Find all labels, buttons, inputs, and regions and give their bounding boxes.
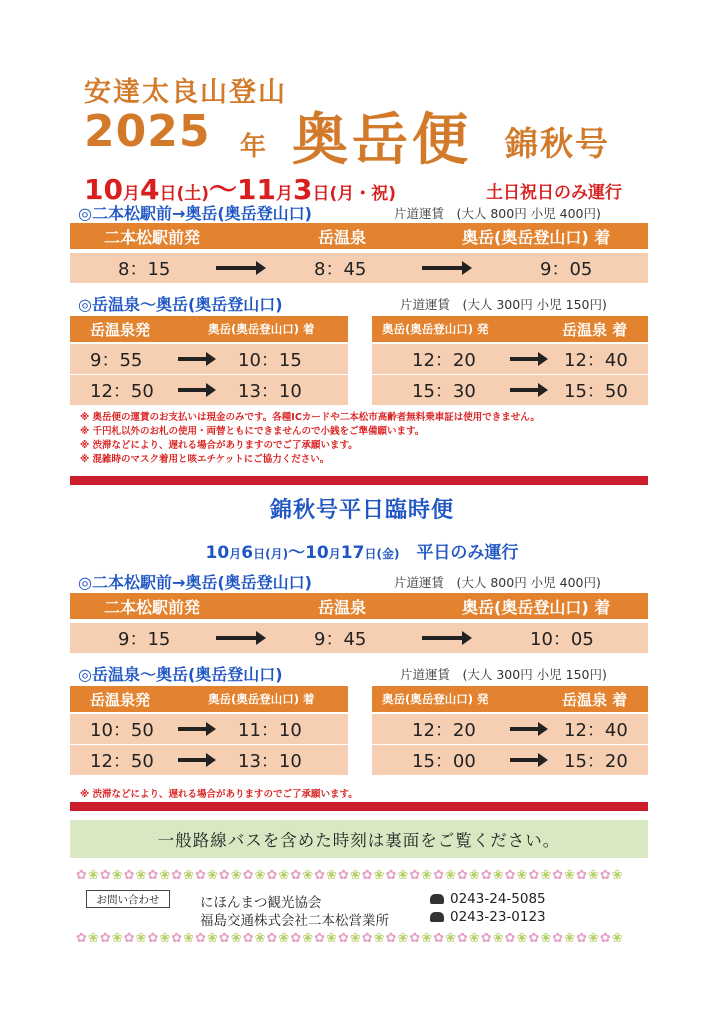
time-cell: 12：20 <box>412 720 476 741</box>
arrow-icon <box>510 714 548 744</box>
phone-icon <box>430 912 444 922</box>
time-cell: 10：05 <box>530 629 594 650</box>
org-2: 福島交通株式会社二本松営業所 <box>200 913 389 929</box>
time-cell: 12：40 <box>564 350 628 371</box>
header-cell: 岳温泉発 <box>90 320 151 339</box>
timetable-header <box>372 316 648 342</box>
notes <box>80 788 358 802</box>
phone-icon <box>430 894 444 904</box>
time-cell: 15：20 <box>564 751 628 772</box>
time-cell: 13：10 <box>238 751 302 772</box>
time-cell: 12：50 <box>90 381 154 402</box>
service-name: 錦秋号 <box>505 124 610 163</box>
note: ※ 混雑時のマスク着用と咳エチケットにご協力ください。 <box>80 454 330 465</box>
timetable-row <box>70 714 348 744</box>
note: ※ 千円札以外のお札の使用・両替ともにできませんので小銭をご準備願います。 <box>80 426 425 437</box>
time-cell: 9：45 <box>314 629 367 650</box>
timetable-header <box>372 686 648 712</box>
time-cell: 15：50 <box>564 381 628 402</box>
time-cell: 12：40 <box>564 720 628 741</box>
time-cell: 9：05 <box>540 259 593 280</box>
arrow-icon <box>216 623 266 653</box>
arrow-icon <box>510 375 548 405</box>
time-cell: 11：10 <box>238 720 302 741</box>
arrow-icon <box>216 253 266 283</box>
header-cell: 奥岳(奥岳登山口) 発 <box>382 692 489 706</box>
fare: 片道運賃 (大人 800円 小児 400円) <box>394 206 601 221</box>
time-cell: 12：50 <box>90 751 154 772</box>
arrow-icon <box>178 344 216 374</box>
header-cell: 二本松駅前発 <box>104 597 201 617</box>
arrow-icon <box>178 745 216 775</box>
arrow-icon <box>178 375 216 405</box>
time-cell: 9：15 <box>118 629 171 650</box>
fare: 片道運賃 (大人 800円 小児 400円) <box>394 575 601 590</box>
timetable-header <box>70 223 648 249</box>
header-cell: 岳温泉 <box>318 597 367 617</box>
route-title: ◎岳温泉〜奥岳(奥岳登山口) <box>78 295 283 314</box>
header-cell: 二本松駅前発 <box>104 227 201 247</box>
timetable-row <box>70 375 348 405</box>
timetable-row <box>70 745 348 775</box>
period-1-note: 土日祝日のみ運行 <box>486 183 622 203</box>
header-cell: 岳温泉 <box>318 227 367 247</box>
time-cell: 10：15 <box>238 350 302 371</box>
header-cell: 奥岳(奥岳登山口) 着 <box>462 227 611 247</box>
time-cell: 10：50 <box>90 720 154 741</box>
time-cell: 9：55 <box>90 350 143 371</box>
time-cell: 8：15 <box>118 259 171 280</box>
header-cell: 奥岳(奥岳登山口) 発 <box>382 322 489 336</box>
timetable-header <box>70 593 648 619</box>
timetable-row <box>372 375 648 405</box>
year-suffix: 年 <box>240 132 267 162</box>
org-1: にほんまつ観光協会 <box>200 895 322 911</box>
time-cell: 8：45 <box>314 259 367 280</box>
timetable-row <box>372 714 648 744</box>
timetable-row <box>372 344 648 374</box>
time-cell: 12：20 <box>412 350 476 371</box>
timetable-row <box>70 253 648 283</box>
header-cell: 奥岳(奥岳登山口) 着 <box>208 692 315 706</box>
note: ※ 渋滞などにより、遅れる場合がありますのでご了承願います。 <box>80 789 358 800</box>
arrow-icon <box>510 344 548 374</box>
route-title: ◎岳温泉〜奥岳(奥岳登山口) <box>78 665 283 684</box>
timetable-row <box>70 344 348 374</box>
arrow-icon <box>178 714 216 744</box>
period-1: 10月4日(土)〜11月3日(月・祝) <box>84 173 397 206</box>
section-title: 錦秋号平日臨時便 <box>269 498 454 523</box>
timetable-header <box>70 686 348 712</box>
header-cell: 岳温泉 着 <box>562 690 628 709</box>
divider <box>70 476 648 485</box>
period-2: 10月6日(月)〜10月17日(金) 平日のみ運行 <box>205 543 519 563</box>
timetable-row <box>372 745 648 775</box>
header-cell: 奥岳(奥岳登山口) 着 <box>208 322 315 336</box>
time-cell: 15：30 <box>412 381 476 402</box>
fare: 片道運賃 (大人 300円 小児 150円) <box>400 667 607 682</box>
back-page-banner: 一般路線バスを含めた時刻は裏面をご覧ください。 <box>70 820 648 858</box>
header-cell: 岳温泉発 <box>90 690 151 709</box>
timetable-row <box>70 623 648 653</box>
time-cell: 15：00 <box>412 751 476 772</box>
note: ※ 奥岳便の運賃のお支払いは現金のみです。各種ICカードや二本松市高齢者無料乗車証は使用できません。 <box>80 412 540 423</box>
period-2-note: 平日のみ運行 <box>416 543 519 563</box>
tel-1: 0243-24-5085 <box>430 891 546 907</box>
year: 2025 <box>84 106 211 157</box>
header-cell: 岳温泉 着 <box>562 320 628 339</box>
time-cell: 13：10 <box>238 381 302 402</box>
route-title: ◎二本松駅前→奥岳(奥岳登山口) <box>78 573 312 592</box>
fare: 片道運賃 (大人 300円 小児 150円) <box>400 297 607 312</box>
flower-border: ✿❀✿❀✿❀✿❀✿❀✿❀✿❀✿❀✿❀✿❀✿❀✿❀✿❀✿❀✿❀✿❀✿❀✿❀✿❀✿❀✿❀✿❀✿❀ <box>76 931 624 946</box>
page-title: 奥岳便 <box>292 108 472 173</box>
tel-2: 0243-23-0123 <box>430 909 546 925</box>
contact-label: お問い合わせ <box>86 890 170 908</box>
timetable-header <box>70 316 348 342</box>
subtitle: 安達太良山登山 <box>84 77 287 108</box>
divider <box>70 802 648 811</box>
flower-border: ✿❀✿❀✿❀✿❀✿❀✿❀✿❀✿❀✿❀✿❀✿❀✿❀✿❀✿❀✿❀✿❀✿❀✿❀✿❀✿❀✿❀✿❀✿❀ <box>76 868 624 883</box>
arrow-icon <box>422 253 472 283</box>
notes <box>80 411 540 467</box>
header-cell: 奥岳(奥岳登山口) 着 <box>462 597 611 617</box>
note: ※ 渋滞などにより、遅れる場合がありますのでご了承願います。 <box>80 440 358 451</box>
route-title: ◎二本松駅前→奥岳(奥岳登山口) <box>78 204 312 223</box>
arrow-icon <box>510 745 548 775</box>
arrow-icon <box>422 623 472 653</box>
